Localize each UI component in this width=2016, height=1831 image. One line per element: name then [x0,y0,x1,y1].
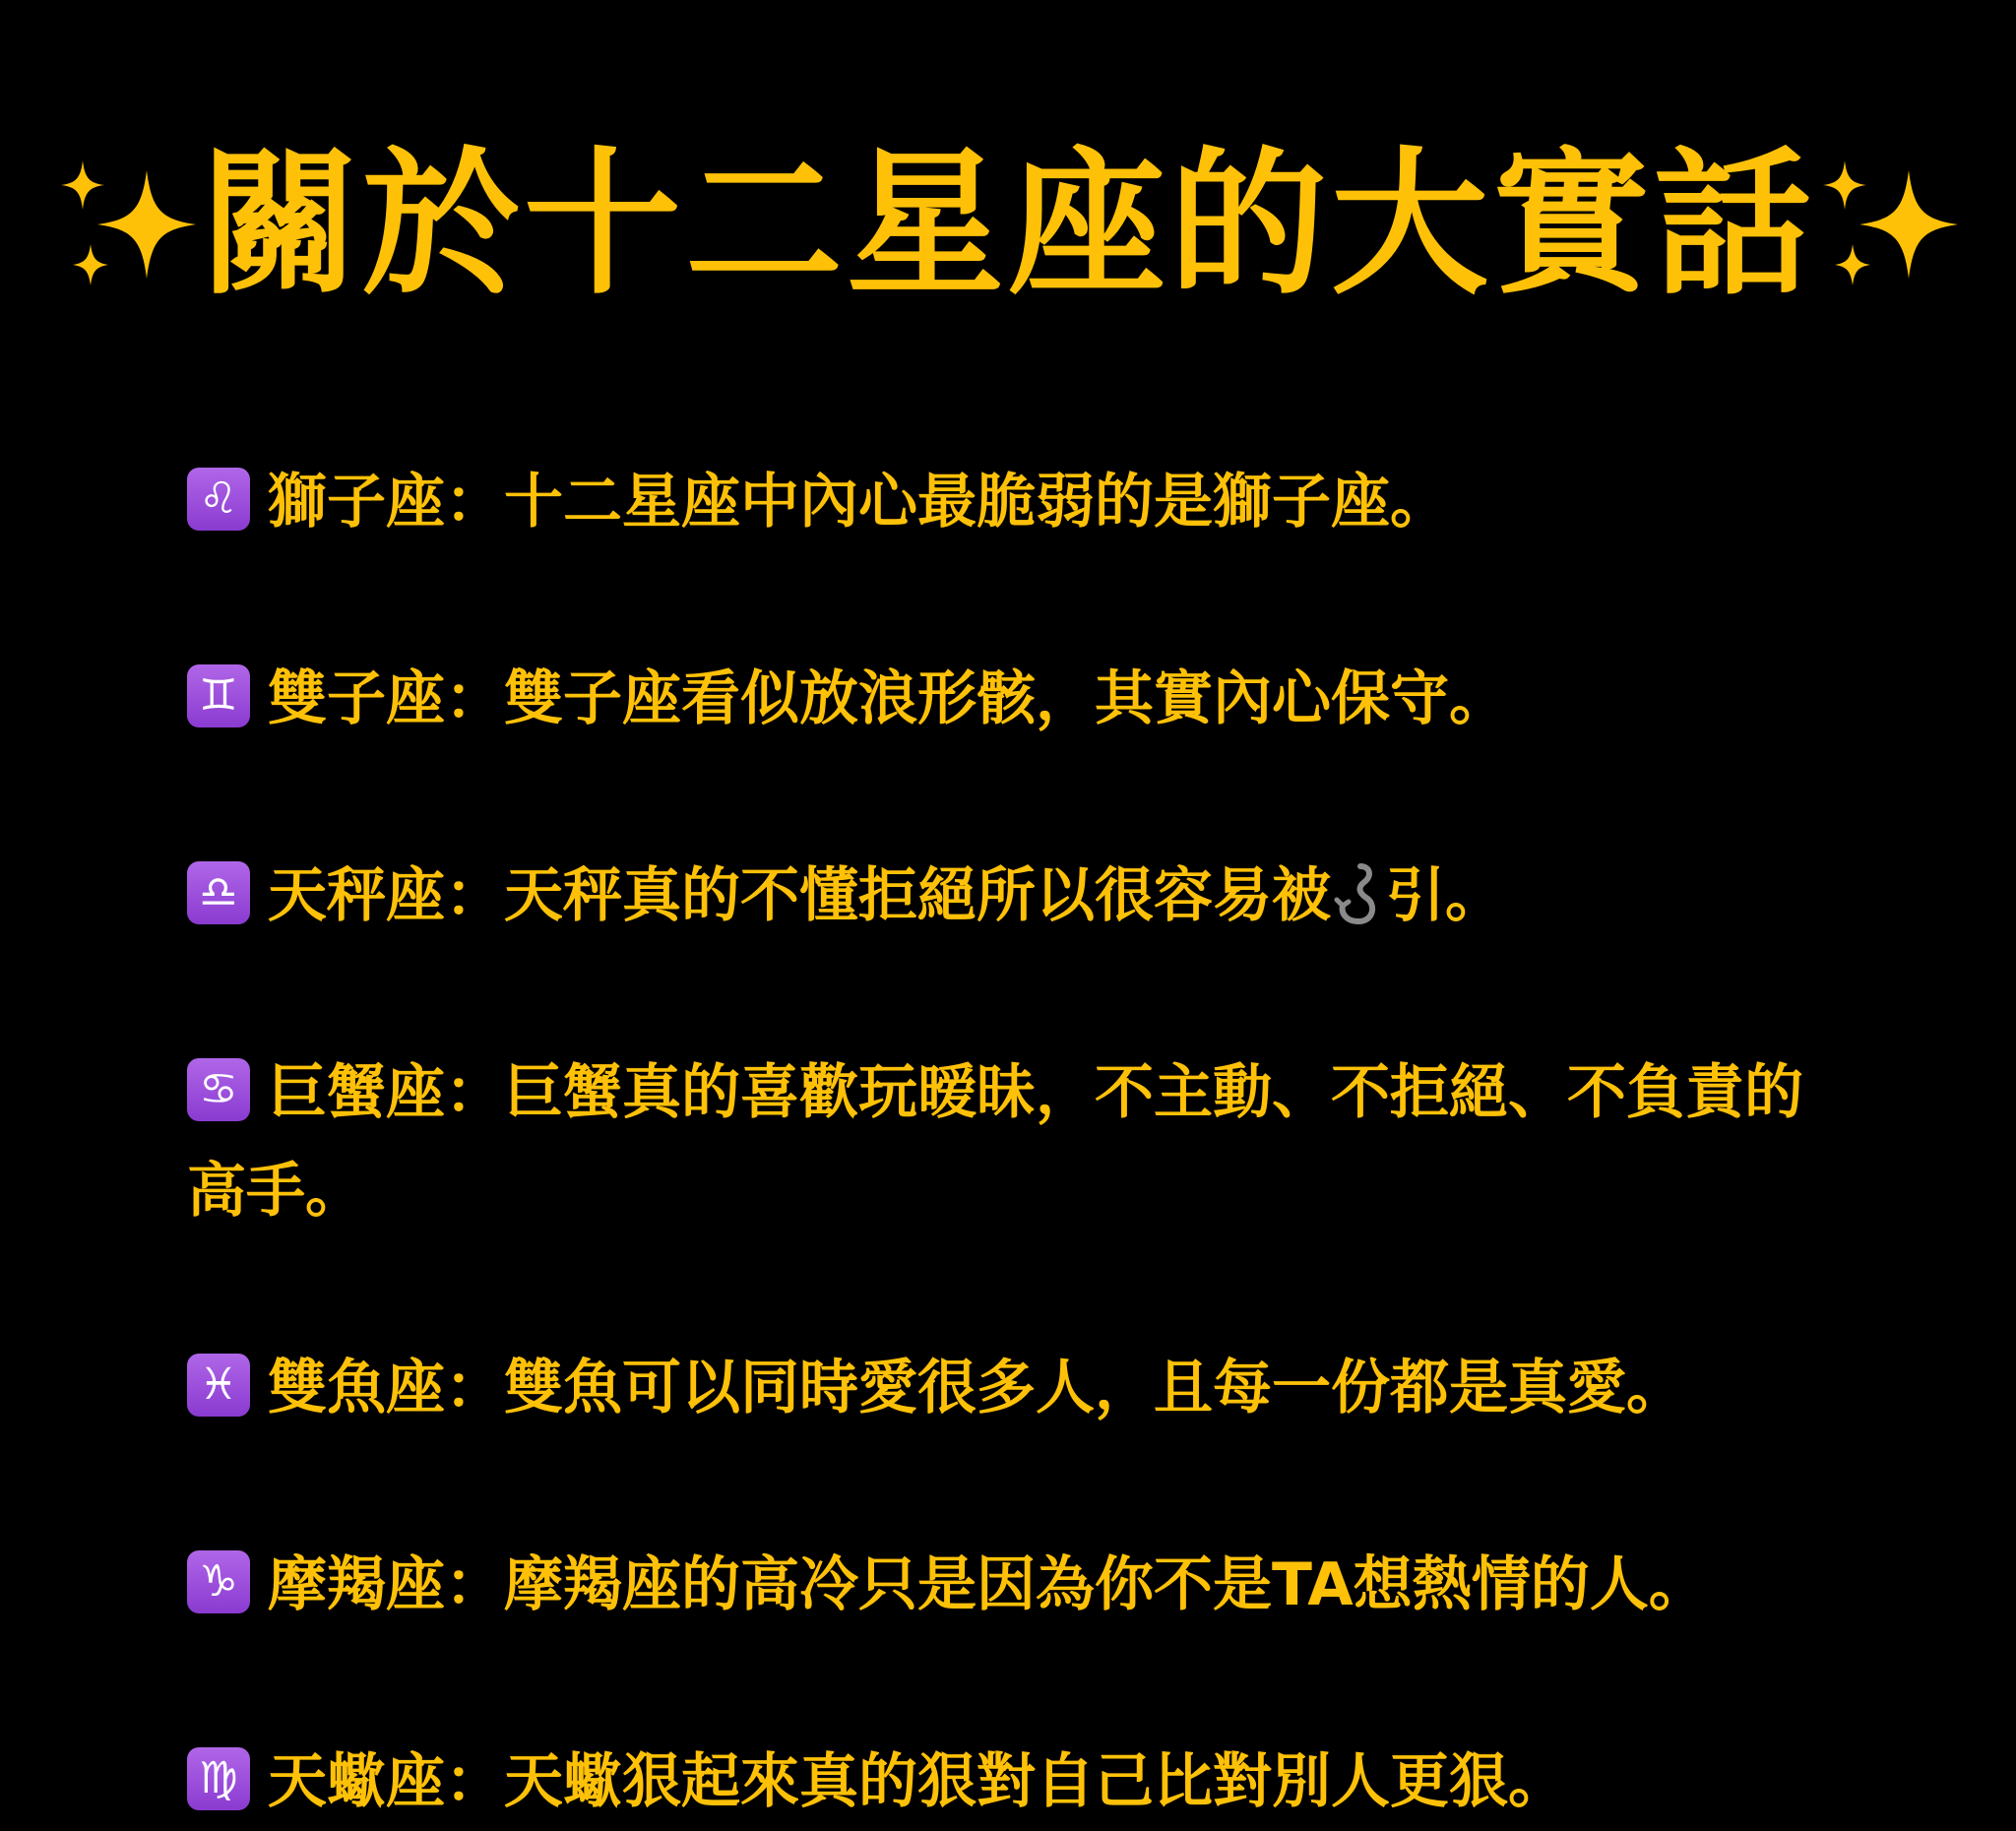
libra-icon: ♎ [187,861,250,924]
list-item [187,1043,1841,1240]
list-item [187,847,1841,945]
item-text: 獅子座：十二星座中內心最脆弱的是獅子座。 [268,468,1449,537]
leo-icon: ♌ [187,468,250,531]
gemini-icon: ♊ [187,664,250,727]
item-text: 雙魚座：雙魚可以同時愛很多人，且每一份都是真愛。 [268,1354,1685,1422]
sparkles-icon [1815,151,1963,298]
list-item [187,453,1841,551]
item-text: 巨蟹座：巨蟹真的喜歡玩暧昧，不主動、不拒絕、不負責的高手。 [187,1058,1803,1226]
fishing-hook-icon [1331,860,1386,929]
list-item [187,1536,1841,1634]
cancer-icon: ♋ [187,1058,250,1121]
list-item [187,1339,1841,1437]
virgo-icon: ♍ [187,1747,250,1810]
capricorn-icon: ♑ [187,1550,250,1613]
item-text: 摩羯座：摩羯座的高冷只是因為你不是TA想熱情的人。 [268,1550,1708,1619]
item-text: 天秤座：天秤真的不懂拒絕所以很容易被 [268,861,1331,930]
list-item [187,650,1841,748]
page-title-row [0,132,2016,316]
item-text: 天蠍座：天蠍狠起來真的狠對自己比對別人更狠。 [268,1747,1567,1816]
item-text: 雙子座：雙子座看似放浪形骸，其實內心保守。 [268,664,1508,733]
item-text-end: 引。 [1386,861,1504,930]
sparkles-icon [53,151,201,298]
list-item [187,1733,1841,1831]
pisces-icon: ♓ [187,1354,250,1417]
page-title: 關於十二星座的大實話 [200,132,1815,316]
